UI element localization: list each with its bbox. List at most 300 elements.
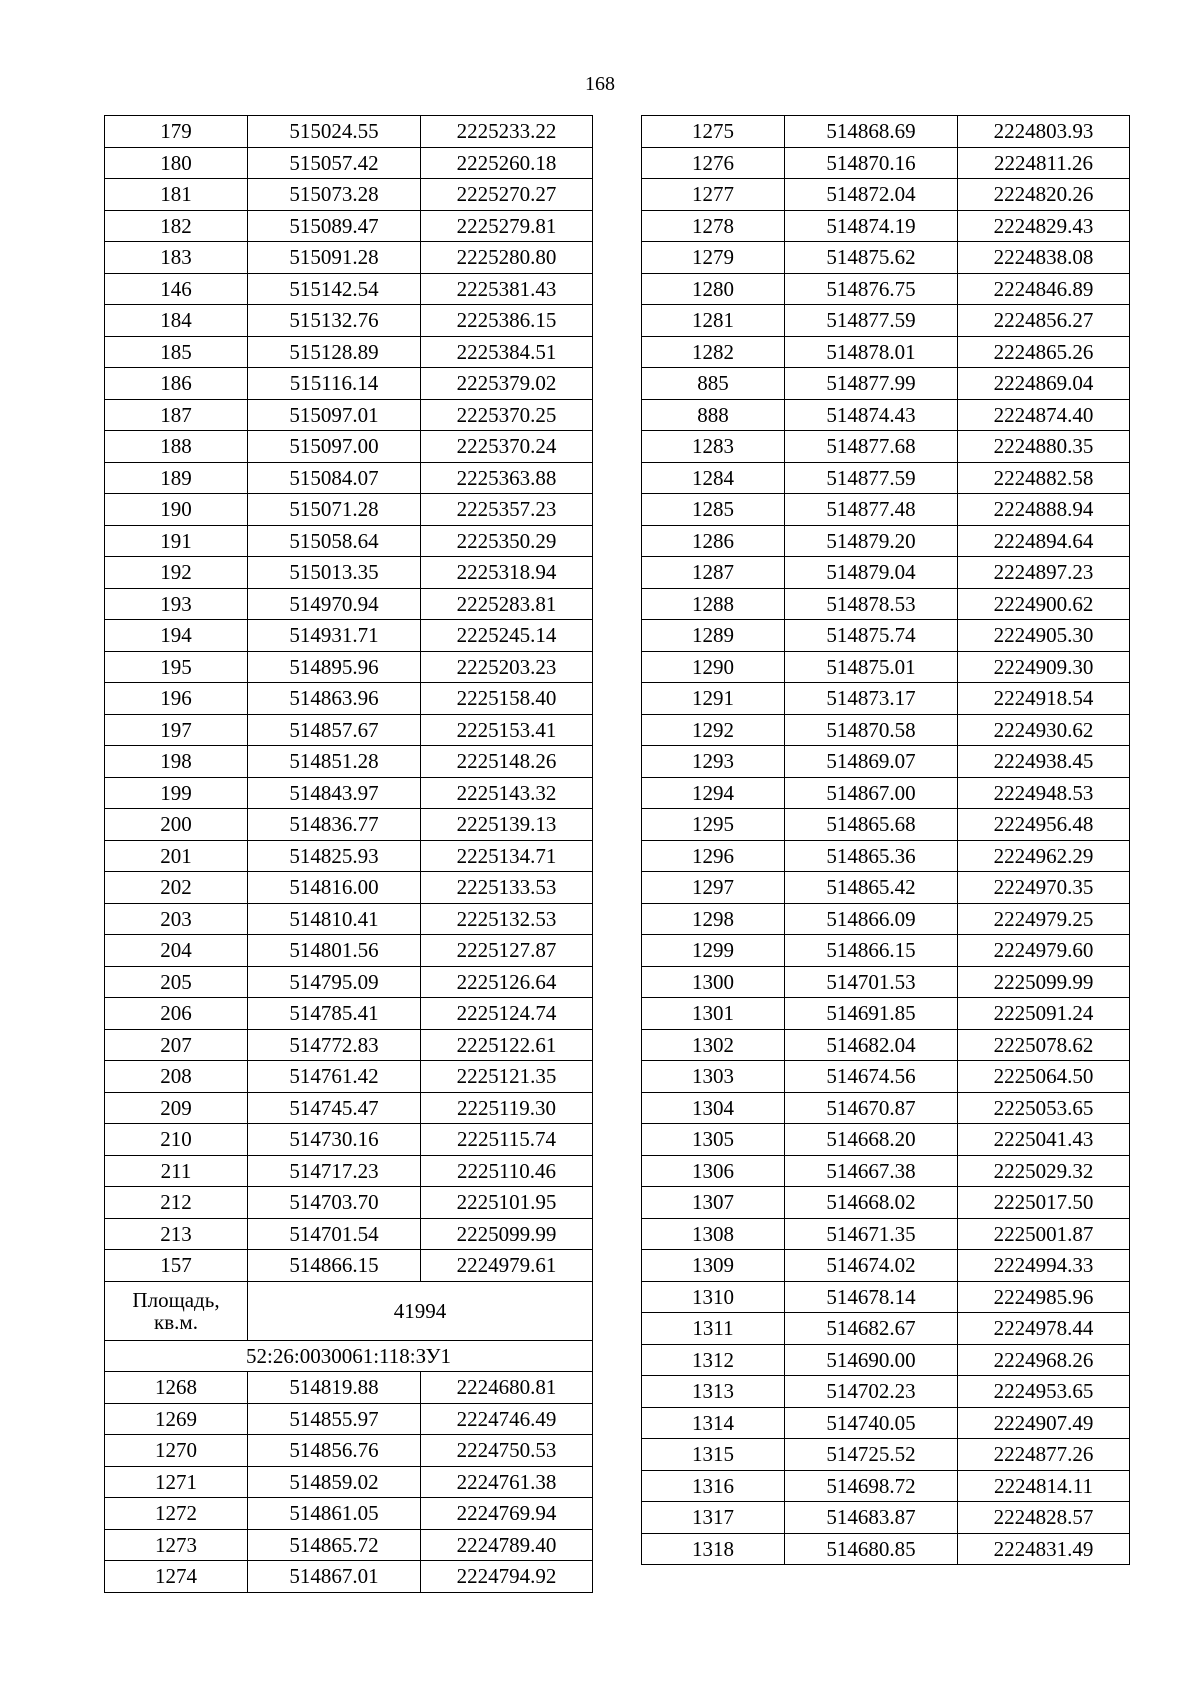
coordinate-x: 514668.20: [785, 1124, 958, 1156]
point-number: 190: [105, 494, 248, 526]
coordinate-x: 514725.52: [785, 1439, 958, 1471]
coordinate-x: 514877.59: [785, 305, 958, 337]
coordinate-y: 2225283.81: [421, 588, 593, 620]
table-row: [642, 305, 1130, 337]
coordinate-y: 2224905.30: [958, 620, 1130, 652]
coordinate-x: 514667.38: [785, 1155, 958, 1187]
coordinate-y: 2225260.18: [421, 147, 593, 179]
coordinate-y: 2224820.26: [958, 179, 1130, 211]
point-number: 197: [105, 714, 248, 746]
coordinate-x: 514703.70: [248, 1187, 421, 1219]
coordinate-x: 514701.54: [248, 1218, 421, 1250]
coordinate-x: 515089.47: [248, 210, 421, 242]
coordinate-x: 514745.47: [248, 1092, 421, 1124]
table-row: [105, 935, 593, 967]
table-row: [105, 1466, 593, 1498]
point-number: 203: [105, 903, 248, 935]
point-number: 211: [105, 1155, 248, 1187]
coordinate-x: 515142.54: [248, 273, 421, 305]
coordinates-rows-group-a: [105, 116, 593, 1282]
coordinate-x: 514863.96: [248, 683, 421, 715]
point-number: 209: [105, 1092, 248, 1124]
table-row: [105, 305, 593, 337]
coordinate-y: 2224829.43: [958, 210, 1130, 242]
table-row: [642, 903, 1130, 935]
coordinate-y: 2224894.64: [958, 525, 1130, 557]
coordinate-x: 514869.07: [785, 746, 958, 778]
coordinate-y: 2224985.96: [958, 1281, 1130, 1313]
coordinate-y: 2225158.40: [421, 683, 593, 715]
coordinate-x: 514868.69: [785, 116, 958, 148]
point-number: 212: [105, 1187, 248, 1219]
table-row: [642, 525, 1130, 557]
table-row: [105, 651, 593, 683]
point-number: 1300: [642, 966, 785, 998]
section-title-row: [105, 1340, 593, 1372]
coordinate-x: 514872.04: [785, 179, 958, 211]
coordinate-y: 2225132.53: [421, 903, 593, 935]
coordinate-x: 514810.41: [248, 903, 421, 935]
table-row: [642, 935, 1130, 967]
table-row: [105, 525, 593, 557]
coordinate-y: 2225270.27: [421, 179, 593, 211]
coordinate-x: 514730.16: [248, 1124, 421, 1156]
point-number: 885: [642, 368, 785, 400]
table-row: [105, 1250, 593, 1282]
point-number: 185: [105, 336, 248, 368]
coordinate-y: 2225381.43: [421, 273, 593, 305]
coordinate-y: 2225379.02: [421, 368, 593, 400]
table-row: [642, 147, 1130, 179]
coordinate-x: 514859.02: [248, 1466, 421, 1498]
point-number: 1309: [642, 1250, 785, 1282]
coordinate-x: 514690.00: [785, 1344, 958, 1376]
coordinate-y: 2225148.26: [421, 746, 593, 778]
coordinate-x: 514875.74: [785, 620, 958, 652]
table-row: [642, 399, 1130, 431]
coordinate-x: 514877.99: [785, 368, 958, 400]
point-number: 182: [105, 210, 248, 242]
coordinate-x: 514895.96: [248, 651, 421, 683]
coordinate-y: 2224746.49: [421, 1403, 593, 1435]
point-number: 1314: [642, 1407, 785, 1439]
coordinate-x: 514877.68: [785, 431, 958, 463]
coordinate-x: 514843.97: [248, 777, 421, 809]
coordinate-y: 2225041.43: [958, 1124, 1130, 1156]
coordinate-y: 2224750.53: [421, 1435, 593, 1467]
table-row: [642, 273, 1130, 305]
coordinate-y: 2224831.49: [958, 1533, 1130, 1565]
section-title: 52:26:0030061:118:ЗУ1: [105, 1340, 593, 1372]
point-number: 1304: [642, 1092, 785, 1124]
table-row: [105, 1435, 593, 1467]
coordinate-y: 2224948.53: [958, 777, 1130, 809]
table-row: [105, 1561, 593, 1593]
coordinate-x: 514795.09: [248, 966, 421, 998]
coordinate-y: 2225119.30: [421, 1092, 593, 1124]
point-number: 213: [105, 1218, 248, 1250]
table-row: [642, 494, 1130, 526]
coordinate-x: 514867.00: [785, 777, 958, 809]
coordinate-x: 514870.58: [785, 714, 958, 746]
coordinate-y: 2225122.61: [421, 1029, 593, 1061]
coordinate-x: 514682.04: [785, 1029, 958, 1061]
point-number: 1310: [642, 1281, 785, 1313]
point-number: 205: [105, 966, 248, 998]
point-number: 1284: [642, 462, 785, 494]
table-row: [642, 1061, 1130, 1093]
coordinate-x: 514674.56: [785, 1061, 958, 1093]
coordinate-x: 514851.28: [248, 746, 421, 778]
page-number: 168: [585, 73, 615, 95]
point-number: 1294: [642, 777, 785, 809]
table-row: [105, 1092, 593, 1124]
coordinate-y: 2225017.50: [958, 1187, 1130, 1219]
coordinate-y: 2225053.65: [958, 1092, 1130, 1124]
table-row: [105, 1403, 593, 1435]
coordinate-x: 515097.01: [248, 399, 421, 431]
table-row: [105, 1029, 593, 1061]
table-row: [105, 210, 593, 242]
coordinate-y: 2224882.58: [958, 462, 1130, 494]
coordinate-x: 514701.53: [785, 966, 958, 998]
coordinate-x: 514855.97: [248, 1403, 421, 1435]
coordinate-y: 2225101.95: [421, 1187, 593, 1219]
point-number: 206: [105, 998, 248, 1030]
table-row: [642, 462, 1130, 494]
table-row: [105, 620, 593, 652]
table-row: [105, 840, 593, 872]
coordinate-x: 514698.72: [785, 1470, 958, 1502]
point-number: 189: [105, 462, 248, 494]
coordinate-x: 514816.00: [248, 872, 421, 904]
table-row: [642, 210, 1130, 242]
coordinate-y: 2225064.50: [958, 1061, 1130, 1093]
point-number: 198: [105, 746, 248, 778]
point-number: 193: [105, 588, 248, 620]
coordinate-x: 514861.05: [248, 1498, 421, 1530]
coordinate-y: 2225099.99: [958, 966, 1130, 998]
coordinate-y: 2224811.26: [958, 147, 1130, 179]
point-number: 202: [105, 872, 248, 904]
coordinate-y: 2224888.94: [958, 494, 1130, 526]
point-number: 1268: [105, 1372, 248, 1404]
table-row: [105, 557, 593, 589]
point-number: 1318: [642, 1533, 785, 1565]
point-number: 1297: [642, 872, 785, 904]
table-row: [105, 809, 593, 841]
table-row: [642, 777, 1130, 809]
coordinates-rows-group-b: [105, 1372, 593, 1593]
point-number: 888: [642, 399, 785, 431]
table-row: [642, 242, 1130, 274]
coordinate-y: 2225091.24: [958, 998, 1130, 1030]
point-number: 191: [105, 525, 248, 557]
coordinate-y: 2224900.62: [958, 588, 1130, 620]
coordinate-x: 514857.67: [248, 714, 421, 746]
coordinate-x: 514874.19: [785, 210, 958, 242]
point-number: 1282: [642, 336, 785, 368]
point-number: 1296: [642, 840, 785, 872]
table-row: [105, 746, 593, 778]
coordinate-x: 514873.17: [785, 683, 958, 715]
point-number: 180: [105, 147, 248, 179]
table-row: [642, 557, 1130, 589]
point-number: 1312: [642, 1344, 785, 1376]
coordinate-y: 2224918.54: [958, 683, 1130, 715]
coordinate-y: 2225280.80: [421, 242, 593, 274]
area-row: [105, 1281, 593, 1340]
coordinate-x: 514879.04: [785, 557, 958, 589]
coordinate-x: 514866.15: [785, 935, 958, 967]
coordinate-y: 2224909.30: [958, 651, 1130, 683]
table-row: [105, 1155, 593, 1187]
point-number: 187: [105, 399, 248, 431]
coordinate-x: 514865.42: [785, 872, 958, 904]
point-number: 208: [105, 1061, 248, 1093]
coordinate-y: 2224962.29: [958, 840, 1130, 872]
coordinate-y: 2225133.53: [421, 872, 593, 904]
point-number: 1286: [642, 525, 785, 557]
point-number: 1307: [642, 1187, 785, 1219]
table-row: [642, 588, 1130, 620]
table-row: [642, 1344, 1130, 1376]
coordinate-x: 515128.89: [248, 336, 421, 368]
coordinate-x: 514865.36: [785, 840, 958, 872]
table-row: [105, 777, 593, 809]
table-row: [642, 1218, 1130, 1250]
point-number: 207: [105, 1029, 248, 1061]
coordinate-x: 515132.76: [248, 305, 421, 337]
coordinate-y: 2225384.51: [421, 336, 593, 368]
coordinate-x: 514772.83: [248, 1029, 421, 1061]
coordinate-y: 2224930.62: [958, 714, 1130, 746]
table-row: [642, 1502, 1130, 1534]
table-row: [105, 273, 593, 305]
coordinate-x: 515024.55: [248, 116, 421, 148]
table-row: [105, 399, 593, 431]
coordinate-x: 514866.09: [785, 903, 958, 935]
table-row: [105, 242, 593, 274]
coordinate-y: 2225245.14: [421, 620, 593, 652]
coordinate-y: 2224803.93: [958, 116, 1130, 148]
coordinate-x: 514740.05: [785, 1407, 958, 1439]
area-value: 41994: [248, 1281, 593, 1340]
coordinate-x: 515084.07: [248, 462, 421, 494]
point-number: 146: [105, 273, 248, 305]
coordinate-y: 2224838.08: [958, 242, 1130, 274]
coordinate-x: 515057.42: [248, 147, 421, 179]
coordinate-y: 2225078.62: [958, 1029, 1130, 1061]
coordinate-y: 2225203.23: [421, 651, 593, 683]
coordinate-y: 2224856.27: [958, 305, 1130, 337]
coordinate-x: 514702.23: [785, 1376, 958, 1408]
table-row: [105, 431, 593, 463]
coordinate-x: 514671.35: [785, 1218, 958, 1250]
coordinate-x: 514867.01: [248, 1561, 421, 1593]
table-row: [642, 714, 1130, 746]
point-number: 1308: [642, 1218, 785, 1250]
point-number: 196: [105, 683, 248, 715]
coordinate-x: 514682.67: [785, 1313, 958, 1345]
point-number: 1302: [642, 1029, 785, 1061]
table-row: [642, 179, 1130, 211]
coordinate-y: 2224789.40: [421, 1529, 593, 1561]
table-row: [642, 1407, 1130, 1439]
point-number: 1272: [105, 1498, 248, 1530]
table-row: [642, 998, 1130, 1030]
point-number: 1283: [642, 431, 785, 463]
point-number: 210: [105, 1124, 248, 1156]
coordinate-x: 514678.14: [785, 1281, 958, 1313]
coordinate-y: 2224877.26: [958, 1439, 1130, 1471]
table-row: [642, 116, 1130, 148]
coordinate-x: 515058.64: [248, 525, 421, 557]
coordinate-y: 2225124.74: [421, 998, 593, 1030]
table-row: [105, 683, 593, 715]
table-row: [105, 1529, 593, 1561]
coordinate-y: 2224907.49: [958, 1407, 1130, 1439]
area-label-line2: кв.м.: [154, 1309, 198, 1334]
coordinate-y: 2225363.88: [421, 462, 593, 494]
table-row: [642, 746, 1130, 778]
table-row: [642, 1439, 1130, 1471]
table-row: [642, 872, 1130, 904]
coordinate-y: 2225318.94: [421, 557, 593, 589]
point-number: 183: [105, 242, 248, 274]
point-number: 1270: [105, 1435, 248, 1467]
point-number: 1289: [642, 620, 785, 652]
point-number: 1298: [642, 903, 785, 935]
coordinate-x: 514856.76: [248, 1435, 421, 1467]
coordinate-y: 2225370.24: [421, 431, 593, 463]
coordinate-y: 2224938.45: [958, 746, 1130, 778]
coordinate-x: 514875.62: [785, 242, 958, 274]
table-row: [642, 651, 1130, 683]
coordinate-x: 514674.02: [785, 1250, 958, 1282]
point-number: 1279: [642, 242, 785, 274]
point-number: 1311: [642, 1313, 785, 1345]
coordinate-y: 2224953.65: [958, 1376, 1130, 1408]
table-row: [105, 1061, 593, 1093]
table-row: [642, 1313, 1130, 1345]
table-row: [105, 1187, 593, 1219]
coordinate-y: 2224769.94: [421, 1498, 593, 1530]
coordinate-x: 514879.20: [785, 525, 958, 557]
point-number: 1281: [642, 305, 785, 337]
coordinate-x: 514680.85: [785, 1533, 958, 1565]
point-number: 1306: [642, 1155, 785, 1187]
coordinate-x: 514670.87: [785, 1092, 958, 1124]
point-number: 188: [105, 431, 248, 463]
coordinate-x: 515116.14: [248, 368, 421, 400]
table-row: [105, 1124, 593, 1156]
coordinate-x: 514876.75: [785, 273, 958, 305]
table-row: [105, 714, 593, 746]
area-label-cell: [105, 1281, 248, 1340]
table-row: [105, 1372, 593, 1404]
point-number: 200: [105, 809, 248, 841]
table-row: [642, 1250, 1130, 1282]
coordinate-y: 2224828.57: [958, 1502, 1130, 1534]
point-number: 199: [105, 777, 248, 809]
coordinate-y: 2224979.25: [958, 903, 1130, 935]
point-number: 1274: [105, 1561, 248, 1593]
coordinate-y: 2225099.99: [421, 1218, 593, 1250]
table-row: [642, 336, 1130, 368]
point-number: 1278: [642, 210, 785, 242]
table-row: [105, 336, 593, 368]
table-row: [105, 116, 593, 148]
point-number: 1299: [642, 935, 785, 967]
coordinate-y: 2225121.35: [421, 1061, 593, 1093]
coordinate-y: 2225127.87: [421, 935, 593, 967]
coordinate-x: 514865.68: [785, 809, 958, 841]
table-row: [642, 368, 1130, 400]
coordinate-x: 515071.28: [248, 494, 421, 526]
table-row: [105, 179, 593, 211]
table-row: [105, 147, 593, 179]
coordinate-y: 2224874.40: [958, 399, 1130, 431]
coordinate-y: 2224814.11: [958, 1470, 1130, 1502]
point-number: 1301: [642, 998, 785, 1030]
coordinate-y: 2224846.89: [958, 273, 1130, 305]
table-row: [642, 683, 1130, 715]
table-row: [642, 1376, 1130, 1408]
coordinate-x: 515097.00: [248, 431, 421, 463]
coordinate-y: 2225370.25: [421, 399, 593, 431]
coordinate-y: 2224897.23: [958, 557, 1130, 589]
coordinate-x: 514819.88: [248, 1372, 421, 1404]
coordinate-x: 514691.85: [785, 998, 958, 1030]
table-row: [105, 1218, 593, 1250]
coordinate-y: 2225139.13: [421, 809, 593, 841]
coordinate-x: 514877.59: [785, 462, 958, 494]
table-row: [642, 1092, 1130, 1124]
point-number: 1293: [642, 746, 785, 778]
coordinate-x: 515091.28: [248, 242, 421, 274]
point-number: 1292: [642, 714, 785, 746]
point-number: 186: [105, 368, 248, 400]
table-row: [105, 368, 593, 400]
coordinate-x: 514875.01: [785, 651, 958, 683]
coordinate-x: 515073.28: [248, 179, 421, 211]
point-number: 1273: [105, 1529, 248, 1561]
table-row: [105, 966, 593, 998]
table-row: [642, 1533, 1130, 1565]
point-number: 192: [105, 557, 248, 589]
point-number: 201: [105, 840, 248, 872]
coordinate-y: 2224794.92: [421, 1561, 593, 1593]
point-number: 1291: [642, 683, 785, 715]
coordinate-y: 2225386.15: [421, 305, 593, 337]
area-label-line1: Площадь,: [132, 1287, 220, 1312]
table-row: [105, 494, 593, 526]
point-number: 1288: [642, 588, 785, 620]
table-row: [642, 431, 1130, 463]
coordinate-x: 514836.77: [248, 809, 421, 841]
coordinate-x: 514878.53: [785, 588, 958, 620]
coordinate-y: 2224869.04: [958, 368, 1130, 400]
coordinate-y: 2224970.35: [958, 872, 1130, 904]
coordinate-y: 2224880.35: [958, 431, 1130, 463]
area-section: [105, 1281, 593, 1372]
table-row: [642, 809, 1130, 841]
table-row: [105, 462, 593, 494]
coordinate-x: 514874.43: [785, 399, 958, 431]
point-number: 1317: [642, 1502, 785, 1534]
table-row: [642, 1155, 1130, 1187]
